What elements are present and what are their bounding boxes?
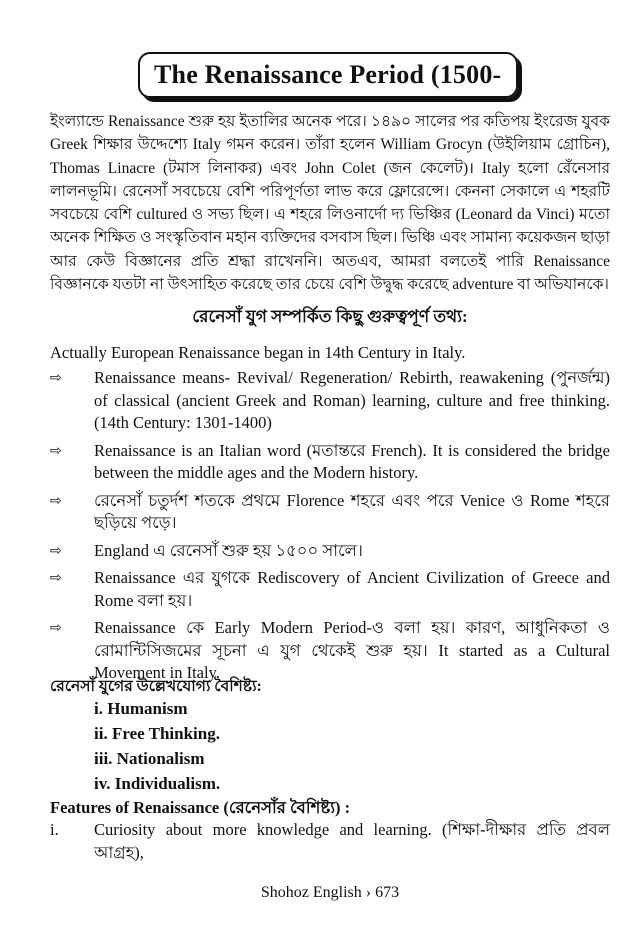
bullet-text: Renaissance is an Italian word (মতান্তরে French). It is considered the bridge between the middle ages and the Modern history. — [94, 440, 610, 482]
arrow-icon: ⇨ — [50, 442, 62, 459]
item-number: i. — [50, 820, 59, 839]
arrow-icon: ⇨ — [50, 620, 62, 636]
feature-item: ii. Free Thinking. — [94, 724, 220, 743]
feature-list — [94, 696, 220, 796]
bullet-text: Renaissance means- Revival/ Regeneration/ Rebirth, reawakening (পুনর্জন্ম) of classical (ancient Greek and Roman) learning, culture and free thinking. (14th Century: 1301-1400) — [94, 368, 610, 432]
features-en-heading: Features of Renaissance (রেনেসাঁর বৈশিষ্ট্য) : — [50, 798, 351, 817]
arrow-icon: ⇨ — [50, 370, 62, 386]
arrow-icon: ⇨ — [50, 570, 62, 586]
curiosity-item — [50, 819, 610, 864]
list-item — [50, 490, 610, 535]
arrow-icon: ⇨ — [50, 542, 62, 559]
feature-item: i. Humanism — [94, 699, 188, 718]
list-item — [50, 367, 610, 435]
page-footer: Shohoz English › 673 — [260, 884, 400, 901]
bullet-text: রেনেসাঁ চতুর্দশ শতকে প্রথমে Florence শহরে এবং পরে Venice ও Rome শহরে ছড়িয়ে পড়ে। — [94, 490, 610, 532]
feature-item: iv. Individualism. — [94, 774, 221, 793]
list-item — [50, 540, 610, 563]
section-subheading: রেনেসাঁ যুগ সম্পর্কিত কিছু গুরুত্বপূর্ণ তথ্য: — [192, 307, 468, 326]
bullet-text: Renaissance কে Early Modern Period-ও বলা হয়। কারণ, আধুনিকতা ও রোমান্টিসিজমের সূচনা এ যুগ থেকেই শুরু হয়। It started as a Cultural Movement in Italy. — [94, 618, 610, 682]
bullet-text: England এ রেনেসাঁ শুরু হয় ১৫০০ সালে। — [94, 540, 363, 560]
list-item — [50, 440, 610, 485]
lead-sentence: Actually European Renaissance began in 14th Century in Italy. — [50, 343, 466, 362]
feature-item: iii. Nationalism — [94, 749, 205, 768]
features-bn-heading: রেনেসাঁ যুগের উল্লেখযোগ্য বৈশিষ্ট্য: — [50, 678, 262, 695]
curiosity-text: Curiosity about more knowledge and learning. (শিক্ষা-দীক্ষার প্রতি প্রবল আগ্রহ), — [94, 820, 610, 862]
bullet-text: Renaissance এর যুগকে Rediscovery of Ancient Civilization of Greece and Rome বলা হয়। — [94, 568, 610, 610]
title-box — [138, 52, 518, 98]
intro-paragraph: ইংল্যান্ডে Renaissance শুরু হয় ইতালির অনেক পরে। ১৪৯০ সালের পর কতিপয় ইংরেজ যুবক Greek শিক্ষার উদ্দেশ্যে Italy গমন করেন। তাঁরা হলেন William Grocyn (উইলিয়াম গ্রোচিন), Thomas Linacre (টমাস লিনাকর) এবং John Colet (জন কেলেট)। Italy হলো রেঁনেসার লালনভূমি। রেনেসাঁ সবচেয়ে বেশি পরিপূর্ণতা লাভ করে ফ্লোরেন্সে। কেননা সেকালে এ শহরটি সবচেয়ে বেশি cultured ও সভ্য ছিল। এ শহরে লিওনার্দো দ্য ভিঞ্চির (Leonard da Vinci) মতো অনেক শিক্ষিত ও সংস্কৃতিবান মহান ব্যক্তিদের বসবাস ছিল। ভিঞ্চি এবং সামান্য কয়েকজন ছাড়া আর কেউ বিজ্ঞানের প্রতি শ্রদ্ধা রাখেননি। অতএব, আমরা বলতেই পারি Renaissance বিজ্ঞানকে যতটা না উৎসাহিত করেছে তার চেয়ে বেশি উদ্বুদ্ধ করেছে adventure বা অভিযানকে। — [50, 113, 610, 294]
page-title: The Renaissance Period (1500- — [154, 60, 502, 89]
arrow-icon: ⇨ — [50, 492, 62, 509]
list-item — [50, 567, 610, 612]
fact-list — [50, 367, 610, 690]
